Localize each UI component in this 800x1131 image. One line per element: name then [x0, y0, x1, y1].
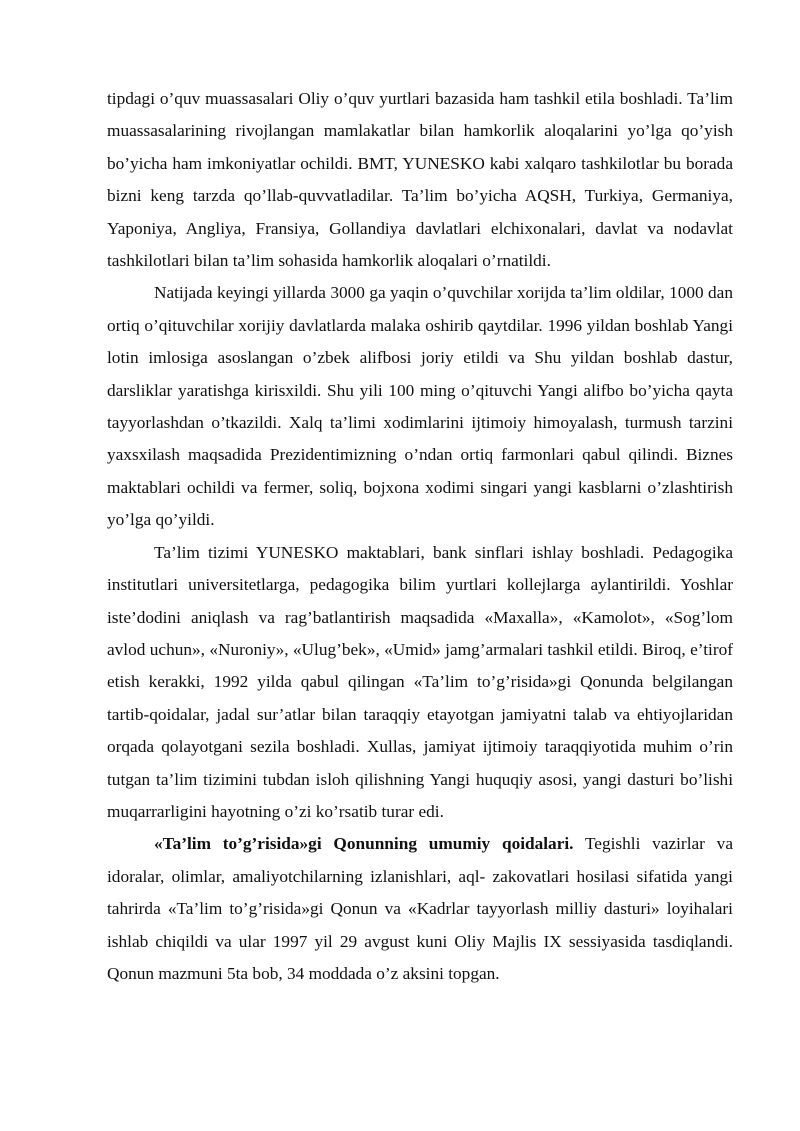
paragraph-1-text: tipdagi o’quv muassasalari Oliy o’quv yurtlari bazasida ham tashkil etila boshladi. Ta’lim muassasalarining rivojlangan mamlakatlar bilan hamkorlik aloqalarini yo’lga qo’yish bo’yicha ham imkoniyatlar ochildi. BMT, YUNESKO kabi xalqaro tashkilotlar bu borada bizni keng tarzda qo’llab-quvvatladilar. Ta’lim bo’yicha AQSH, Turkiya, Germaniya, Yaponiya, Angliya, Fransiya, Gollandiya davlatlari elchixonalari, davlat va nodavlat tashkilotlari bilan ta’lim sohasida hamkorlik aloqalari o’rnatildi.	[107, 89, 733, 271]
paragraph-3-text: Ta’lim tizimi YUNESKO maktablari, bank sinflari ishlay boshladi. Pedagogika institutlari universitetlarga, pedagogika bilim yurtlari kollejlarga aylantirildi. Yoshlar iste’dodini aniqlash va rag’batlantirish maqsadida «Maxalla», «Kamolot», «Sog’lom avlod uchun», «Nuroniy», «Ulug’bek», «Umid» jamg’armalari tashkil etildi. Biroq, e’tirof etish kerakki, 1992 yilda qabul qilingan «Ta’lim to’g’risida»gi Qonunda belgilangan tartib-qoidalar, jadal sur’atlar bilan taraqqiy etayotgan jamiyatni talab va ehtiyojlaridan orqada qolayotgani sezila boshladi. Xullas, jamiyat ijtimoiy taraqqiyotida muhim o’rin tutgan ta’lim tizimini tubdan isloh qilishning Yangi huquqiy asosi, yangi dasturi bo’lishi muqarrarligini hayotning o’zi ko’rsatib turar edi.	[107, 542, 733, 821]
paragraph-4-text: Tegishli vazirlar va idoralar, olimlar, amaliyotchilarning izlanishlari, aql- zakovatlari hosilasi sifatida yangi tahrirda «Ta’lim to’g’risida»gi Qonun va «Kadrlar tayyorlash milliy dasturi» loyihalari ishlab chiqildi va ular 1997 yil 29 avgust kuni Oliy Majlis IX sessiyasida tasdiqlandi. Qonun mazmuni 5ta bob, 34 moddada o’z aksini topgan.	[107, 834, 733, 983]
paragraph-3	[107, 537, 733, 829]
paragraph-1	[107, 83, 733, 277]
paragraph-2-text: Natijada keyingi yillarda 3000 ga yaqin o’quvchilar xorijda ta’lim oldilar, 1000 dan ortiq o’qituvchilar xorijiy davlatlarda malaka oshirib qaytdilar. 1996 yildan boshlab Yangi lotin imlosiga asoslangan o’zbek alifbosi joriy etildi va Shu yildan boshlab dastur, darsliklar yaratishga kirisxildi. Shu yili 100 ming o’qituvchi Yangi alifbo bo’yicha qayta tayyorlashdan o’tkazildi. Xalq ta’limi xodimlarini ijtimoiy himoyalash, turmush tarzini yaxsxilash maqsadida Prezidentimizning o’ndan ortiq farmonlari qabul qilindi. Biznes maktablari ochildi va fermer, soliq, bojxona xodimi singari yangi kasblarni o’zlashtirish yo’lga qo’yildi.	[107, 283, 733, 530]
paragraph-2	[107, 277, 733, 536]
section-heading: «Ta’lim to’g’risida»gi Qonunning umumiy qoidalari.	[154, 834, 574, 854]
paragraph-4	[107, 828, 733, 990]
document-page	[107, 83, 733, 990]
